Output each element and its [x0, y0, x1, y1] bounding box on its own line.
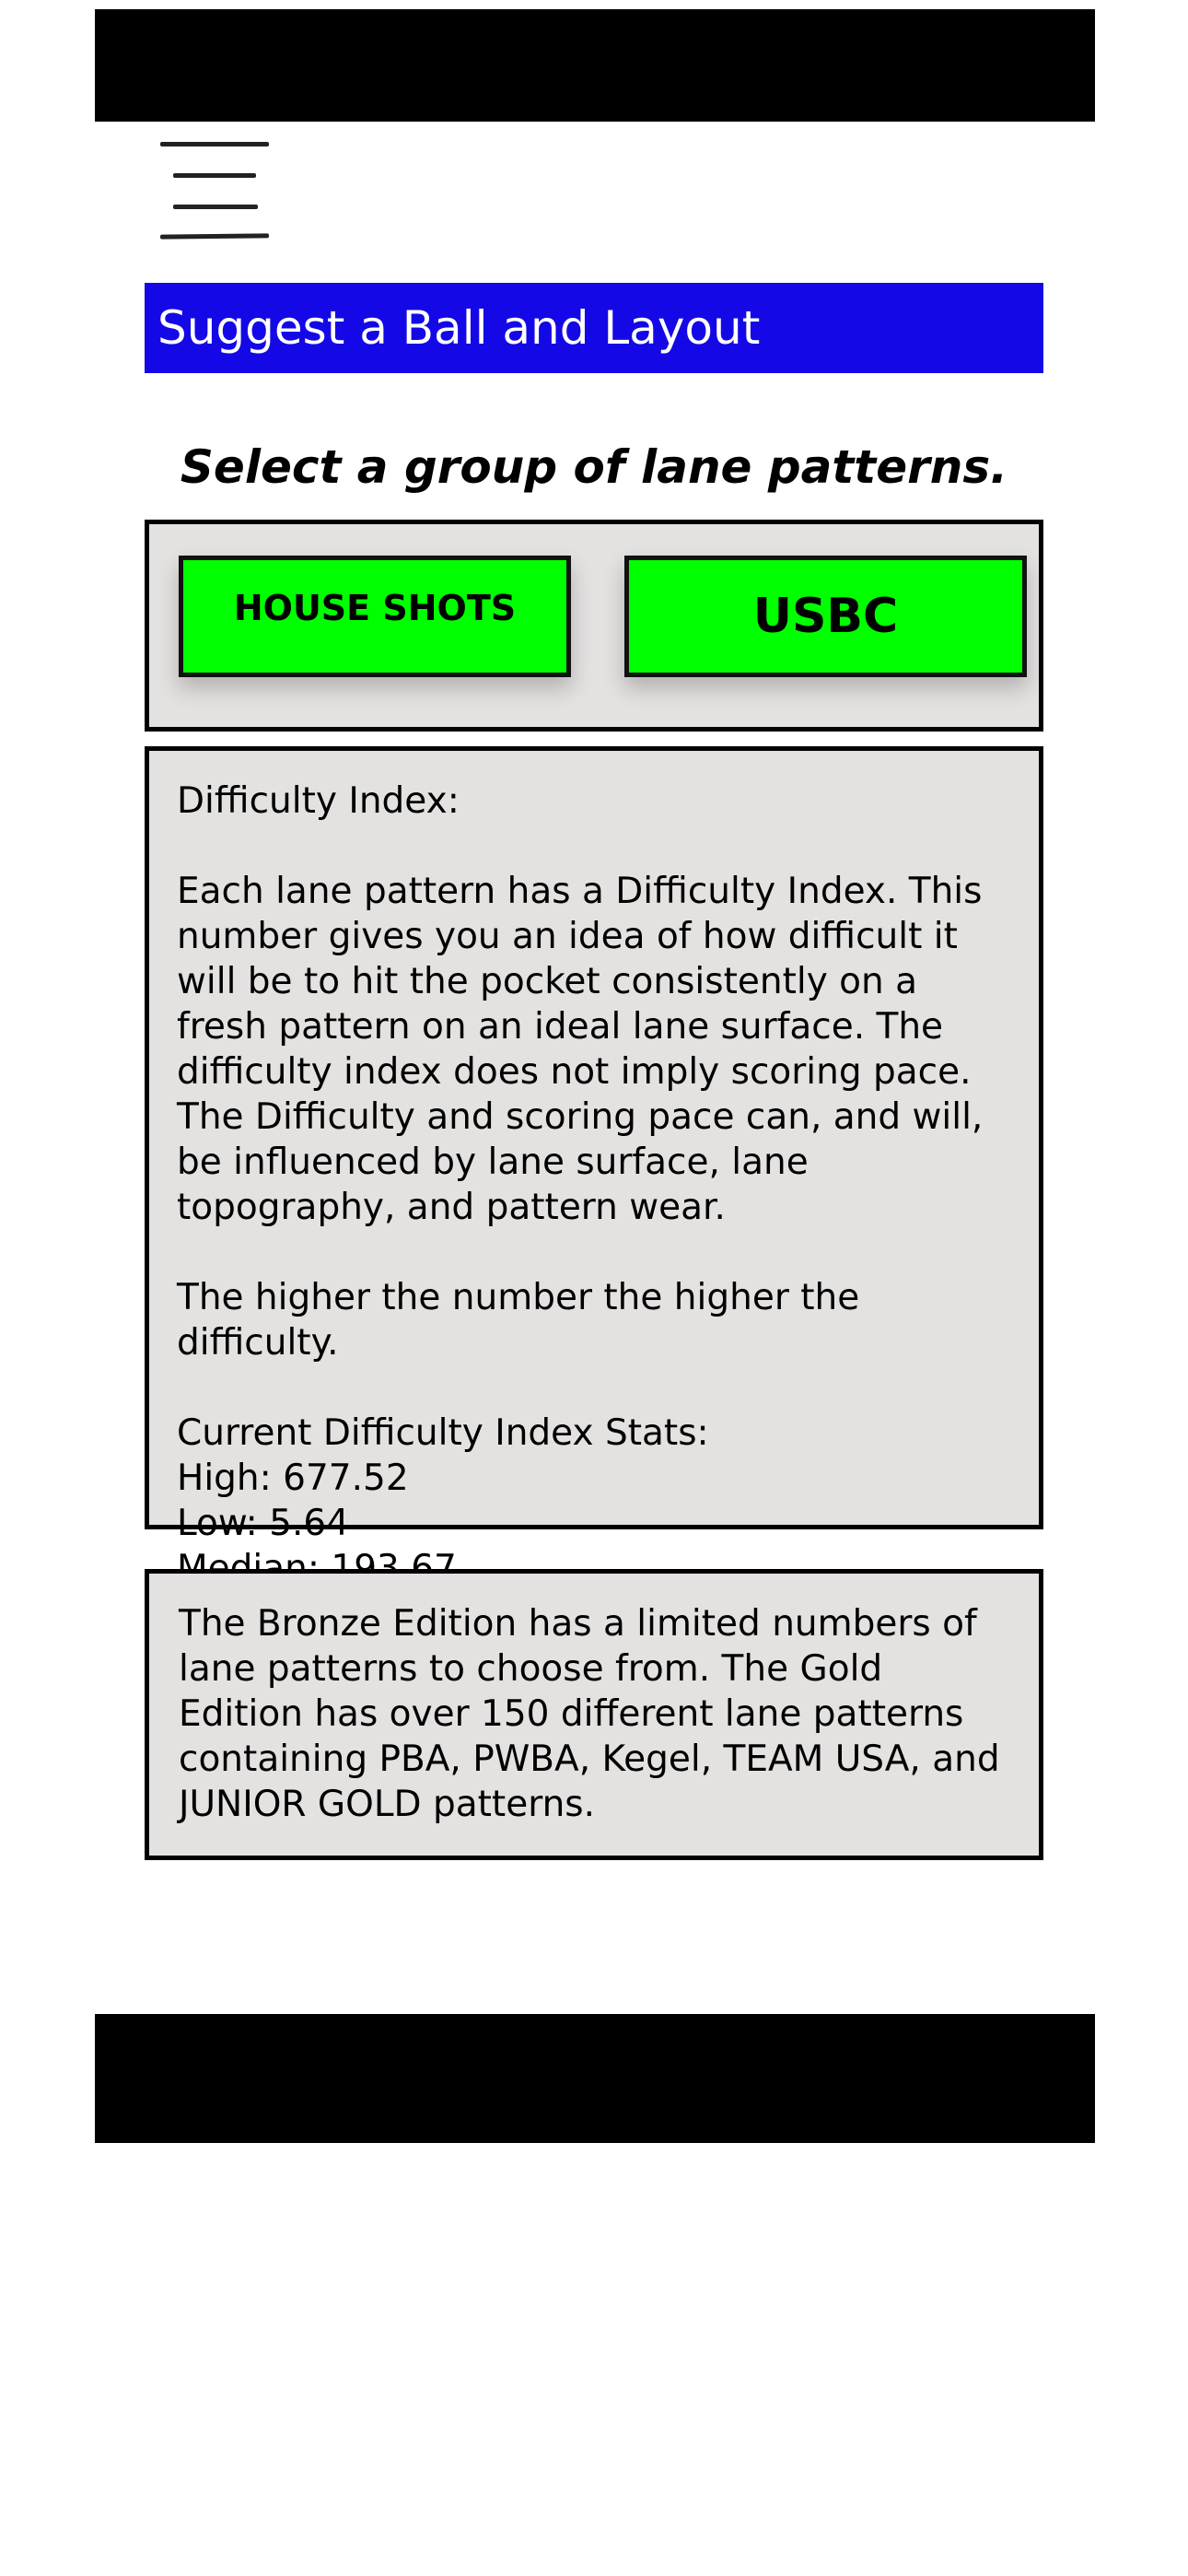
edition-note-panel	[145, 1569, 1043, 1860]
hamburger-menu-icon[interactable]	[153, 136, 273, 245]
difficulty-index-panel	[145, 746, 1043, 1544]
stat-low: Low: 5.64	[177, 1503, 350, 1544]
difficulty-description: Each lane pattern has a Difficulty Index. This number gives you an idea of how difficult it will be to hit the pocket consistently on a fresh pattern on an ideal lane surface. The difficulty index does not imply scoring pace. The Difficulty and scoring pace can, and will, be influenced by lane surface, lane topography, and pattern wear.	[177, 871, 984, 1228]
select-group-prompt: Select a group of lane patterns.	[180, 440, 1008, 494]
menu-line-1	[160, 142, 269, 146]
bottom-banner	[95, 2014, 1095, 2143]
stats-heading: Current Difficulty Index Stats:	[177, 1412, 709, 1454]
menu-line-4	[160, 233, 269, 239]
menu-line-3	[173, 205, 258, 209]
difficulty-heading: Difficulty Index:	[177, 780, 460, 822]
house-shots-button[interactable]: HOUSE SHOTS	[179, 556, 571, 677]
edition-note-text: The Bronze Edition has a limited numbers of lane patterns to choose from. The Gold Edition has over 150 different lane patterns containing PBA, PWBA, Kegel, TEAM USA, and JUNIOR GOLD patterns.	[179, 1603, 1000, 1825]
pattern-group-panel	[145, 520, 1043, 732]
usbc-button[interactable]: USBC	[624, 556, 1027, 677]
stat-high: High: 677.52	[177, 1458, 409, 1499]
menu-line-2	[173, 173, 256, 178]
difficulty-scale-note: The higher the number the higher the difficulty.	[177, 1277, 860, 1364]
page-title: Suggest a Ball and Layout	[145, 283, 1043, 373]
top-banner	[95, 9, 1095, 122]
